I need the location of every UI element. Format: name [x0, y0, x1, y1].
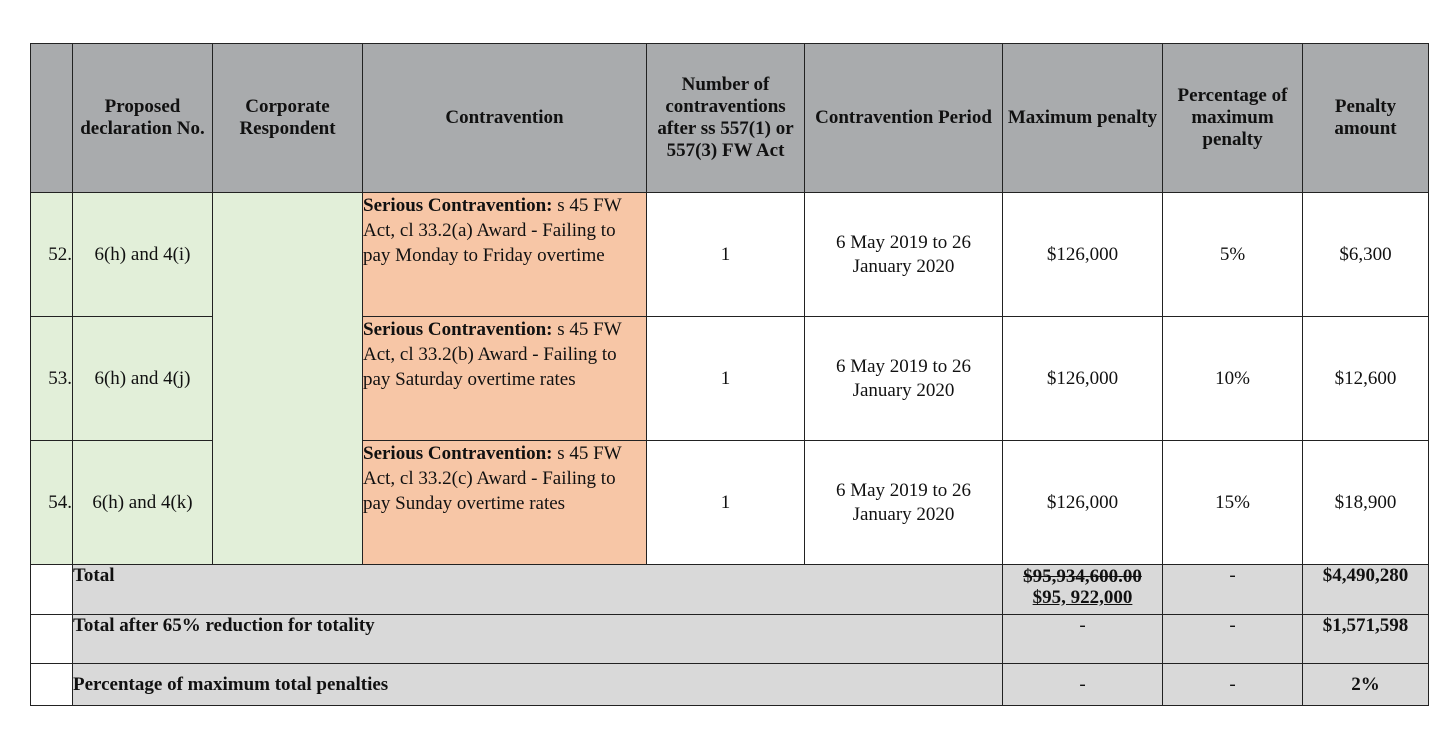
contravention-text: s 45 FW Act, cl 33.2(a) Award - Failing to pay Monday to Friday overtime [363, 195, 622, 266]
header-row [31, 44, 1429, 193]
reduction-max: - [1003, 615, 1163, 664]
percentage-amount: 2% [1303, 664, 1429, 706]
row-contravention [363, 441, 647, 565]
row-index: 54. [31, 441, 73, 565]
row-index: 53. [31, 317, 73, 441]
row-index: 52. [31, 193, 73, 317]
row-percentage: 5% [1163, 193, 1303, 317]
row-declaration: 6(h) and 4(i) [73, 193, 213, 317]
contravention-text: s 45 FW Act, cl 33.2(c) Award - Failing to pay Sunday overtime rates [363, 443, 622, 514]
reduction-amount: $1,571,598 [1303, 615, 1429, 664]
row-amount: $12,600 [1303, 317, 1429, 441]
row-declaration: 6(h) and 4(k) [73, 441, 213, 565]
header-respondent: Corporate Respondent [213, 44, 363, 193]
header-declaration: Proposed declaration No. [73, 44, 213, 193]
row-max-penalty: $126,000 [1003, 317, 1163, 441]
contravention-text: s 45 FW Act, cl 33.2(b) Award - Failing to pay Saturday overtime rates [363, 319, 622, 390]
row-amount: $18,900 [1303, 441, 1429, 565]
row-period: 6 May 2019 to 26 January 2020 [805, 441, 1003, 565]
percentage-row [31, 664, 1429, 706]
row-percentage: 15% [1163, 441, 1303, 565]
row-contravention [363, 317, 647, 441]
row-max-penalty: $126,000 [1003, 441, 1163, 565]
header-amount: Penalty amount [1303, 44, 1429, 193]
row-period: 6 May 2019 to 26 January 2020 [805, 193, 1003, 317]
header-count: Number of contraventions after ss 557(1) or 557(3) FW Act [647, 44, 805, 193]
reduction-label: Total after 65% reduction for totality [73, 615, 1003, 664]
header-contravention: Contravention [363, 44, 647, 193]
table-row [31, 193, 1429, 317]
row-max-penalty: $126,000 [1003, 193, 1163, 317]
contravention-bold: Serious Contravention: [363, 195, 553, 216]
total-blank [31, 565, 73, 615]
reduction-blank [31, 615, 73, 664]
total-max-new: $95, 922,000 [1032, 587, 1133, 608]
percentage-percentage: - [1163, 664, 1303, 706]
contravention-bold: Serious Contravention: [363, 443, 553, 464]
total-label: Total [73, 565, 1003, 615]
header-percentage: Percentage of maximum penalty [1163, 44, 1303, 193]
row-amount: $6,300 [1303, 193, 1429, 317]
total-amount: $4,490,280 [1303, 565, 1429, 615]
total-row [31, 565, 1429, 615]
row-respondent [213, 193, 363, 565]
reduction-row [31, 615, 1429, 664]
penalty-table [30, 43, 1429, 706]
contravention-bold: Serious Contravention: [363, 319, 553, 340]
total-max-penalty [1003, 565, 1163, 615]
percentage-label: Percentage of maximum total penalties [73, 664, 1003, 706]
percentage-blank [31, 664, 73, 706]
percentage-max: - [1003, 664, 1163, 706]
row-period: 6 May 2019 to 26 January 2020 [805, 317, 1003, 441]
row-count: 1 [647, 317, 805, 441]
row-declaration: 6(h) and 4(j) [73, 317, 213, 441]
total-percentage: - [1163, 565, 1303, 615]
row-count: 1 [647, 193, 805, 317]
header-max-penalty: Maximum penalty [1003, 44, 1163, 193]
row-percentage: 10% [1163, 317, 1303, 441]
reduction-percentage: - [1163, 615, 1303, 664]
row-contravention [363, 193, 647, 317]
row-count: 1 [647, 441, 805, 565]
header-period: Contravention Period [805, 44, 1003, 193]
total-max-struck: $95,934,600.00 [1023, 566, 1142, 587]
header-index [31, 44, 73, 193]
